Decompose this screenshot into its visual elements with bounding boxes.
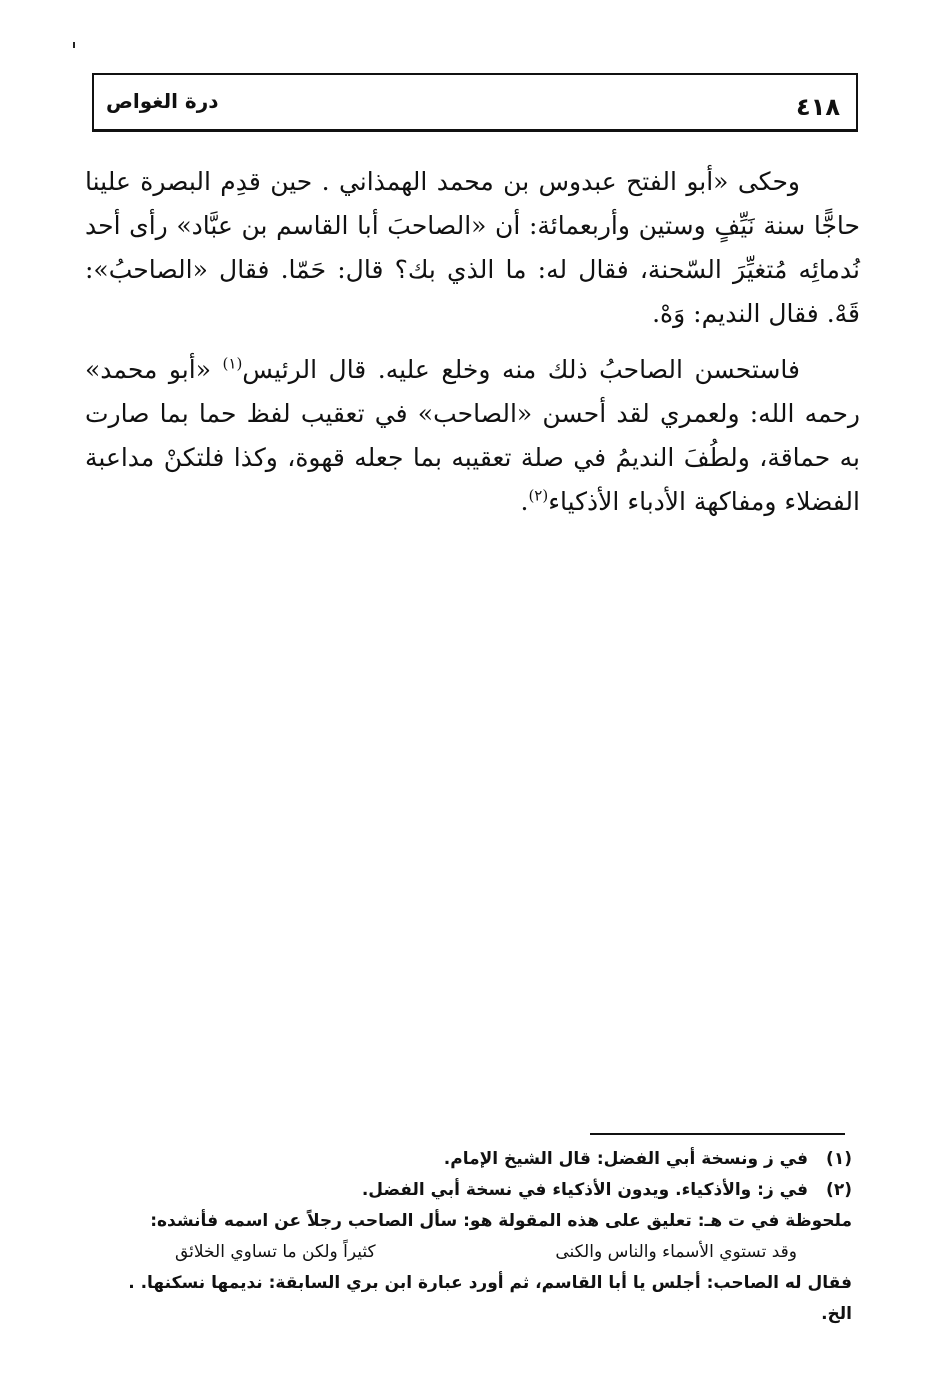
footnote-note: ملحوظة في ت هـ: تعليق على هذه المقولة هو: سأل الصاحب رجلاً عن اسمه فأنشده: <box>150 1211 852 1231</box>
footnote-ref-2[interactable]: (٢) <box>528 486 549 505</box>
page-number: ٤١٨ <box>796 93 840 121</box>
page-speck <box>73 42 75 48</box>
verse-first-half: وقد تستوي الأسماء والناس والكنى <box>555 1242 797 1262</box>
paragraph-2-middle: «أبو محمد» رحمه الله: ولعمري لقد أحسن «الصاحب» في تعقيب لفظ حما بما صارت به حماقة، ولطُفَ النديمُ في صلة تعقيبه بما جعله قهوة، وكذا فلتكنْ مداعبة الفضلاء ومفاكهة الأدباء الأذكياء <box>85 355 860 516</box>
page-header <box>92 73 858 132</box>
running-title: درة الغواص <box>106 89 219 113</box>
paragraph-1: وحكى «أبو الفتح عبدوس بن محمد الهمذاني . حين قدِم البصرة علينا حاجًّا سنة نَيِّفٍ وستين وأربعمائة: أن «الصاحبَ أبا القاسم بن عبَّاد» رأى أحد نُدمائِه مُتغيِّرَ السّحنة، فقال له: ما الذي بك؟ قال: حَمّا. فقال «الصاحبُ»: قَهْ. فقال النديم: وَهْ. <box>85 167 860 328</box>
paragraph-2 <box>85 348 860 524</box>
footnote-ref-1[interactable]: (١) <box>222 354 243 373</box>
footnote-2 <box>90 1175 852 1206</box>
footnote-2-number: (٢) <box>826 1180 852 1200</box>
footnote-1-text: في ز ونسخة أبي الفضل: قال الشيخ الإمام. <box>443 1149 808 1169</box>
footnote-1-number: (١) <box>826 1149 852 1169</box>
paragraph-2-start: فاستحسن الصاحبُ ذلك منه وخلع عليه. قال الرئيس <box>242 355 800 384</box>
paragraph-2-end: . <box>520 487 529 516</box>
footnotes <box>90 1144 852 1330</box>
footnote-1 <box>90 1144 852 1175</box>
verse-second-half: كثيراً ولكن ما تساوي الخلائق <box>175 1242 376 1262</box>
poetry-verse <box>90 1237 852 1268</box>
footnote-2-text: في ز: والأذكياء. ويدون الأذكياء في نسخة أبي الفضل. <box>361 1180 808 1200</box>
footnote-continuation: فقال له الصاحب: أجلس يا أبا القاسم، ثم أورد عبارة ابن بري السابقة: نديمها نسكنها. . <box>128 1273 852 1293</box>
footnote-continuation-end: الخ. <box>821 1304 852 1324</box>
footnote-separator <box>590 1133 845 1135</box>
main-text <box>85 160 860 536</box>
